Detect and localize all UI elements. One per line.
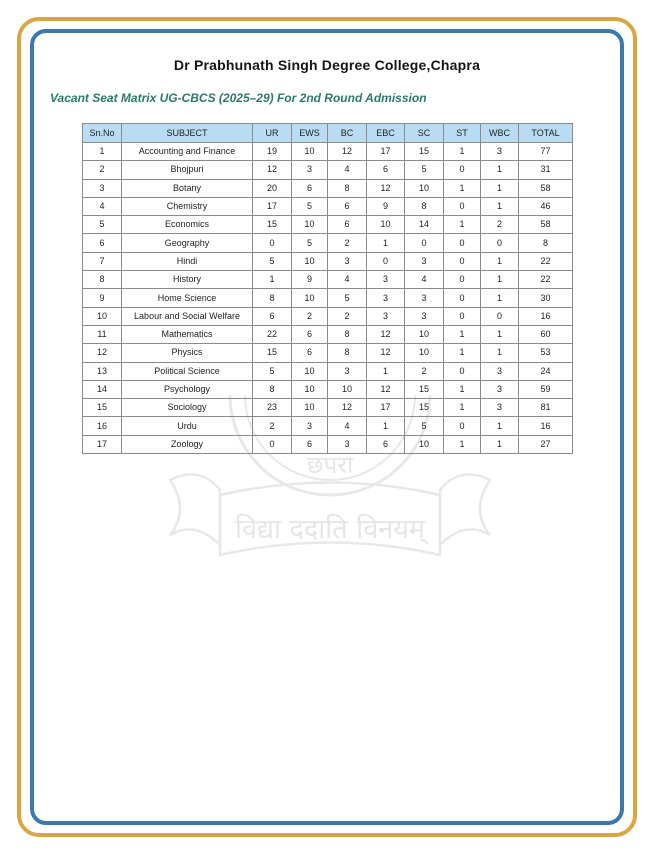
table-header-row xyxy=(83,124,573,143)
cell-sn-no: 12 xyxy=(83,344,122,362)
cell-sn-no: 2 xyxy=(83,161,122,179)
cell-ews: 9 xyxy=(292,271,328,289)
cell-subject: Hindi xyxy=(122,252,253,270)
cell-ur: 8 xyxy=(253,289,292,307)
cell-sn-no: 1 xyxy=(83,143,122,161)
cell-sc: 10 xyxy=(405,344,444,362)
cell-ur: 6 xyxy=(253,307,292,325)
cell-ews: 5 xyxy=(292,197,328,215)
cell-wbc: 0 xyxy=(481,307,519,325)
cell-total: 30 xyxy=(519,289,573,307)
cell-total: 8 xyxy=(519,234,573,252)
cell-sn-no: 16 xyxy=(83,417,122,435)
cell-bc: 3 xyxy=(328,362,367,380)
cell-sn-no: 10 xyxy=(83,307,122,325)
cell-wbc: 1 xyxy=(481,289,519,307)
cell-ebc: 6 xyxy=(367,161,405,179)
cell-bc: 8 xyxy=(328,344,367,362)
cell-sc: 15 xyxy=(405,143,444,161)
table-row xyxy=(83,417,573,435)
cell-st: 1 xyxy=(444,435,481,453)
table-row xyxy=(83,161,573,179)
table-row xyxy=(83,271,573,289)
cell-st: 1 xyxy=(444,325,481,343)
cell-sn-no: 13 xyxy=(83,362,122,380)
cell-ebc: 12 xyxy=(367,179,405,197)
cell-wbc: 2 xyxy=(481,216,519,234)
cell-bc: 6 xyxy=(328,216,367,234)
cell-ur: 5 xyxy=(253,362,292,380)
cell-wbc: 1 xyxy=(481,325,519,343)
cell-wbc: 1 xyxy=(481,161,519,179)
cell-wbc: 1 xyxy=(481,179,519,197)
cell-ebc: 3 xyxy=(367,307,405,325)
cell-ebc: 12 xyxy=(367,344,405,362)
cell-sn-no: 17 xyxy=(83,435,122,453)
cell-subject: Accounting and Finance xyxy=(122,143,253,161)
cell-ur: 12 xyxy=(253,161,292,179)
cell-sc: 10 xyxy=(405,325,444,343)
cell-sc: 5 xyxy=(405,417,444,435)
cell-ebc: 12 xyxy=(367,380,405,398)
cell-ews: 6 xyxy=(292,179,328,197)
cell-bc: 4 xyxy=(328,271,367,289)
cell-wbc: 0 xyxy=(481,234,519,252)
cell-ur: 2 xyxy=(253,417,292,435)
cell-sn-no: 7 xyxy=(83,252,122,270)
cell-ews: 5 xyxy=(292,234,328,252)
cell-subject: Geography xyxy=(122,234,253,252)
cell-st: 1 xyxy=(444,216,481,234)
cell-st: 1 xyxy=(444,399,481,417)
column-header-st: ST xyxy=(444,124,481,143)
cell-ur: 15 xyxy=(253,216,292,234)
table-row xyxy=(83,307,573,325)
cell-bc: 2 xyxy=(328,234,367,252)
cell-ur: 1 xyxy=(253,271,292,289)
table-row xyxy=(83,289,573,307)
cell-bc: 3 xyxy=(328,252,367,270)
cell-wbc: 3 xyxy=(481,362,519,380)
cell-subject: Mathematics xyxy=(122,325,253,343)
cell-ews: 3 xyxy=(292,417,328,435)
cell-ur: 19 xyxy=(253,143,292,161)
cell-ebc: 17 xyxy=(367,143,405,161)
column-header-ews: EWS xyxy=(292,124,328,143)
cell-sn-no: 14 xyxy=(83,380,122,398)
cell-sc: 4 xyxy=(405,271,444,289)
cell-bc: 8 xyxy=(328,325,367,343)
cell-sn-no: 15 xyxy=(83,399,122,417)
cell-ur: 0 xyxy=(253,234,292,252)
cell-ews: 6 xyxy=(292,344,328,362)
cell-wbc: 3 xyxy=(481,380,519,398)
cell-bc: 6 xyxy=(328,197,367,215)
table-row xyxy=(83,325,573,343)
cell-subject: Sociology xyxy=(122,399,253,417)
table-row xyxy=(83,234,573,252)
column-header-wbc: WBC xyxy=(481,124,519,143)
cell-sc: 10 xyxy=(405,435,444,453)
cell-sc: 15 xyxy=(405,380,444,398)
cell-sc: 3 xyxy=(405,307,444,325)
cell-sn-no: 8 xyxy=(83,271,122,289)
table-row xyxy=(83,197,573,215)
cell-subject: Physics xyxy=(122,344,253,362)
cell-sn-no: 6 xyxy=(83,234,122,252)
cell-sn-no: 4 xyxy=(83,197,122,215)
cell-wbc: 1 xyxy=(481,417,519,435)
cell-st: 1 xyxy=(444,179,481,197)
cell-ur: 0 xyxy=(253,435,292,453)
cell-subject: Labour and Social Welfare xyxy=(122,307,253,325)
cell-wbc: 1 xyxy=(481,344,519,362)
cell-total: 16 xyxy=(519,417,573,435)
cell-st: 0 xyxy=(444,252,481,270)
cell-subject: History xyxy=(122,271,253,289)
column-header-ebc: EBC xyxy=(367,124,405,143)
cell-ews: 10 xyxy=(292,399,328,417)
cell-wbc: 1 xyxy=(481,252,519,270)
cell-st: 1 xyxy=(444,143,481,161)
cell-bc: 8 xyxy=(328,179,367,197)
table-row xyxy=(83,435,573,453)
cell-total: 22 xyxy=(519,252,573,270)
cell-ur: 22 xyxy=(253,325,292,343)
cell-sn-no: 11 xyxy=(83,325,122,343)
watermark-place-text: छपरा xyxy=(306,451,354,479)
table-row xyxy=(83,252,573,270)
table-body xyxy=(83,143,573,454)
column-header-sc: SC xyxy=(405,124,444,143)
cell-sc: 0 xyxy=(405,234,444,252)
cell-subject: Psychology xyxy=(122,380,253,398)
cell-total: 81 xyxy=(519,399,573,417)
cell-st: 0 xyxy=(444,271,481,289)
cell-bc: 10 xyxy=(328,380,367,398)
cell-total: 31 xyxy=(519,161,573,179)
cell-wbc: 1 xyxy=(481,271,519,289)
cell-subject: Chemistry xyxy=(122,197,253,215)
cell-st: 0 xyxy=(444,197,481,215)
cell-bc: 5 xyxy=(328,289,367,307)
cell-sn-no: 9 xyxy=(83,289,122,307)
cell-ebc: 6 xyxy=(367,435,405,453)
cell-ebc: 3 xyxy=(367,289,405,307)
cell-ews: 6 xyxy=(292,325,328,343)
table-row xyxy=(83,399,573,417)
cell-ews: 10 xyxy=(292,143,328,161)
cell-total: 60 xyxy=(519,325,573,343)
cell-wbc: 3 xyxy=(481,143,519,161)
cell-sc: 10 xyxy=(405,179,444,197)
cell-bc: 4 xyxy=(328,417,367,435)
cell-subject: Economics xyxy=(122,216,253,234)
cell-ews: 2 xyxy=(292,307,328,325)
cell-st: 1 xyxy=(444,344,481,362)
cell-ebc: 10 xyxy=(367,216,405,234)
cell-st: 0 xyxy=(444,417,481,435)
table-row xyxy=(83,344,573,362)
cell-ebc: 12 xyxy=(367,325,405,343)
cell-ur: 15 xyxy=(253,344,292,362)
page-subtitle: Vacant Seat Matrix UG-CBCS (2025–29) For 2nd Round Admission xyxy=(50,91,427,105)
cell-wbc: 1 xyxy=(481,197,519,215)
cell-ur: 17 xyxy=(253,197,292,215)
cell-sc: 2 xyxy=(405,362,444,380)
table-row xyxy=(83,143,573,161)
page-title: Dr Prabhunath Singh Degree College,Chapra xyxy=(173,57,481,73)
cell-subject: Zoology xyxy=(122,435,253,453)
cell-ews: 10 xyxy=(292,252,328,270)
cell-ebc: 17 xyxy=(367,399,405,417)
cell-st: 0 xyxy=(444,234,481,252)
cell-ews: 3 xyxy=(292,161,328,179)
cell-ews: 10 xyxy=(292,289,328,307)
cell-wbc: 1 xyxy=(481,435,519,453)
cell-sc: 14 xyxy=(405,216,444,234)
watermark-motto-text: विद्या ददाति विनयम् xyxy=(234,514,426,545)
cell-st: 0 xyxy=(444,289,481,307)
table-row xyxy=(83,179,573,197)
cell-subject: Botany xyxy=(122,179,253,197)
cell-ebc: 0 xyxy=(367,252,405,270)
cell-total: 16 xyxy=(519,307,573,325)
cell-sn-no: 3 xyxy=(83,179,122,197)
table-row xyxy=(83,380,573,398)
table-row xyxy=(83,362,573,380)
cell-bc: 2 xyxy=(328,307,367,325)
cell-bc: 3 xyxy=(328,435,367,453)
cell-sc: 8 xyxy=(405,197,444,215)
cell-bc: 12 xyxy=(328,399,367,417)
cell-ews: 6 xyxy=(292,435,328,453)
cell-total: 58 xyxy=(519,179,573,197)
cell-ews: 10 xyxy=(292,216,328,234)
cell-st: 0 xyxy=(444,161,481,179)
column-header-subject: SUBJECT xyxy=(122,124,253,143)
cell-total: 46 xyxy=(519,197,573,215)
cell-ews: 10 xyxy=(292,362,328,380)
cell-total: 59 xyxy=(519,380,573,398)
cell-subject: Urdu xyxy=(122,417,253,435)
column-header-sn-no: Sn.No xyxy=(83,124,122,143)
cell-total: 22 xyxy=(519,271,573,289)
cell-total: 58 xyxy=(519,216,573,234)
cell-sc: 15 xyxy=(405,399,444,417)
cell-ews: 10 xyxy=(292,380,328,398)
cell-subject: Home Science xyxy=(122,289,253,307)
column-header-ur: UR xyxy=(253,124,292,143)
cell-sn-no: 5 xyxy=(83,216,122,234)
cell-st: 0 xyxy=(444,362,481,380)
cell-total: 27 xyxy=(519,435,573,453)
cell-total: 24 xyxy=(519,362,573,380)
cell-total: 53 xyxy=(519,344,573,362)
cell-ur: 5 xyxy=(253,252,292,270)
table-row xyxy=(83,216,573,234)
cell-subject: Bhojpuri xyxy=(122,161,253,179)
cell-ebc: 1 xyxy=(367,362,405,380)
cell-sc: 3 xyxy=(405,252,444,270)
cell-sc: 5 xyxy=(405,161,444,179)
cell-ebc: 1 xyxy=(367,234,405,252)
cell-st: 1 xyxy=(444,380,481,398)
cell-total: 77 xyxy=(519,143,573,161)
cell-ur: 20 xyxy=(253,179,292,197)
column-header-bc: BC xyxy=(328,124,367,143)
cell-subject: Political Science xyxy=(122,362,253,380)
cell-wbc: 3 xyxy=(481,399,519,417)
cell-ebc: 9 xyxy=(367,197,405,215)
cell-ebc: 1 xyxy=(367,417,405,435)
cell-ebc: 3 xyxy=(367,271,405,289)
cell-ur: 23 xyxy=(253,399,292,417)
cell-sc: 3 xyxy=(405,289,444,307)
cell-bc: 4 xyxy=(328,161,367,179)
cell-st: 0 xyxy=(444,307,481,325)
column-header-total: TOTAL xyxy=(519,124,573,143)
cell-ur: 8 xyxy=(253,380,292,398)
vacant-seat-table xyxy=(82,123,573,454)
cell-bc: 12 xyxy=(328,143,367,161)
